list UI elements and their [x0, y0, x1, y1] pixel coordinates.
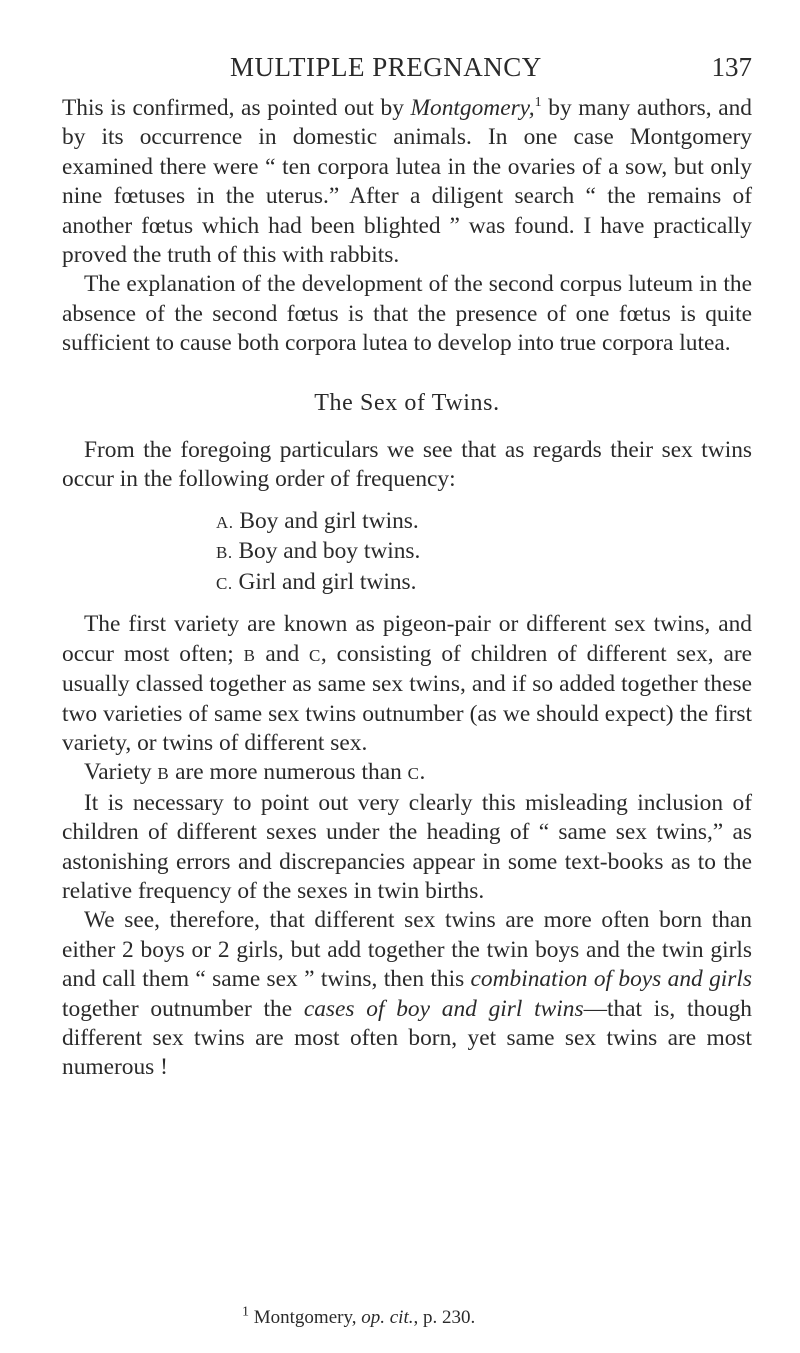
- paragraph-5-text-c: .: [419, 759, 426, 786]
- list-item-text: Girl and girl twins.: [238, 568, 417, 595]
- body-text: [62, 94, 752, 1083]
- paragraph-5: [62, 758, 752, 788]
- list-item-letter: A.: [216, 512, 234, 532]
- footnote: [242, 1304, 476, 1329]
- paragraph-2: The explanation of the development of the second corpus luteum in the absence of the second fœtus is that the presence of one fœtus is quite sufficient to cause both corpora lutea to develop into true corpora lutea.: [62, 271, 752, 357]
- paragraph-7-text-a: We see, therefore, that different sex twins are more often born than either 2 boys or 2 girls, but add together the twin boys and the twin girls and call them “ same sex ” twins, then this: [62, 907, 752, 993]
- footnote-author: Montgomery,: [249, 1307, 362, 1328]
- paragraph-6: It is necessary to point out very clearly this misleading inclusion of children of different sexes under the heading of “ same sex twins,” as astonishing errors and discrepancies appear in some text-books as to the relative frequency of the sexes in twin births.: [62, 789, 752, 905]
- paragraph-7: [62, 906, 752, 1082]
- paragraph-7-italic-b: cases of boy and girl twins: [303, 995, 584, 1022]
- variety-c-ref: C: [309, 645, 321, 665]
- paragraph-1-text-b: by many authors, and by its occurrence in domestic animals. In one case Montgomery examined there were “ ten corpora lutea in the ovaries of a sow, but only nine fœtuses in the uterus.” After a diligent search “ the remains of another fœtus which had been blighted ” was found. I have practically proved the truth of this with rabbits.: [62, 95, 752, 269]
- author-citation: Montgomery,: [410, 95, 535, 121]
- footnote-pages: , p. 230.: [413, 1307, 476, 1328]
- paragraph-1-text-a: This is confirmed, as pointed out by: [62, 95, 411, 121]
- running-title: MULTIPLE PREGNANCY: [230, 52, 542, 82]
- footnote-reference[interactable]: 1: [534, 95, 542, 111]
- paragraph-7-italic-a: combination of boys and girls: [470, 966, 752, 993]
- variety-b-ref: B: [243, 645, 256, 665]
- list-item: [216, 507, 752, 538]
- paragraph-7-text-c: —that is, though different sex twins are most often born, yet same sex twins are most numerous !: [62, 995, 752, 1081]
- list-item: [216, 568, 752, 599]
- paragraph-4-text-b: , consisting of children of different sex, are usually classed together as same sex twins, and if so added together these two varieties of same sex twins outnumber (as we should expect) the first variety, or twins of different sex.: [62, 640, 752, 756]
- variety-c-ref: C: [407, 764, 420, 784]
- section-heading: The Sex of Twins.: [314, 389, 500, 416]
- footnote-ref: op. cit.: [361, 1307, 414, 1328]
- paragraph-7-text-b: together outnumber the: [62, 995, 304, 1022]
- twin-variety-list: [62, 507, 752, 599]
- paragraph-5-text-b: are more numerous than: [169, 759, 408, 786]
- variety-b-ref: B: [157, 764, 170, 784]
- paragraph-4-and: and: [255, 640, 310, 667]
- list-item: [216, 537, 752, 568]
- paragraph-4-text-a: The first variety are known as pigeon-pair or different sex twins, and occur most often;: [62, 611, 752, 667]
- footnote-number: 1: [242, 1304, 249, 1320]
- list-item-letter: C.: [216, 573, 233, 593]
- paragraph-3: From the foregoing particulars we see that as regards their sex twins occur in the following order of frequency:: [62, 437, 752, 493]
- paragraph-1: [62, 94, 752, 270]
- paragraph-4: [62, 610, 752, 758]
- list-item-text: Boy and boy twins.: [238, 538, 421, 565]
- paragraph-5-text-a: Variety: [84, 759, 158, 786]
- page-number: 137: [711, 52, 752, 82]
- running-head: [62, 52, 752, 88]
- list-item-letter: B.: [216, 543, 233, 563]
- list-item-text: Boy and girl twins.: [239, 507, 419, 534]
